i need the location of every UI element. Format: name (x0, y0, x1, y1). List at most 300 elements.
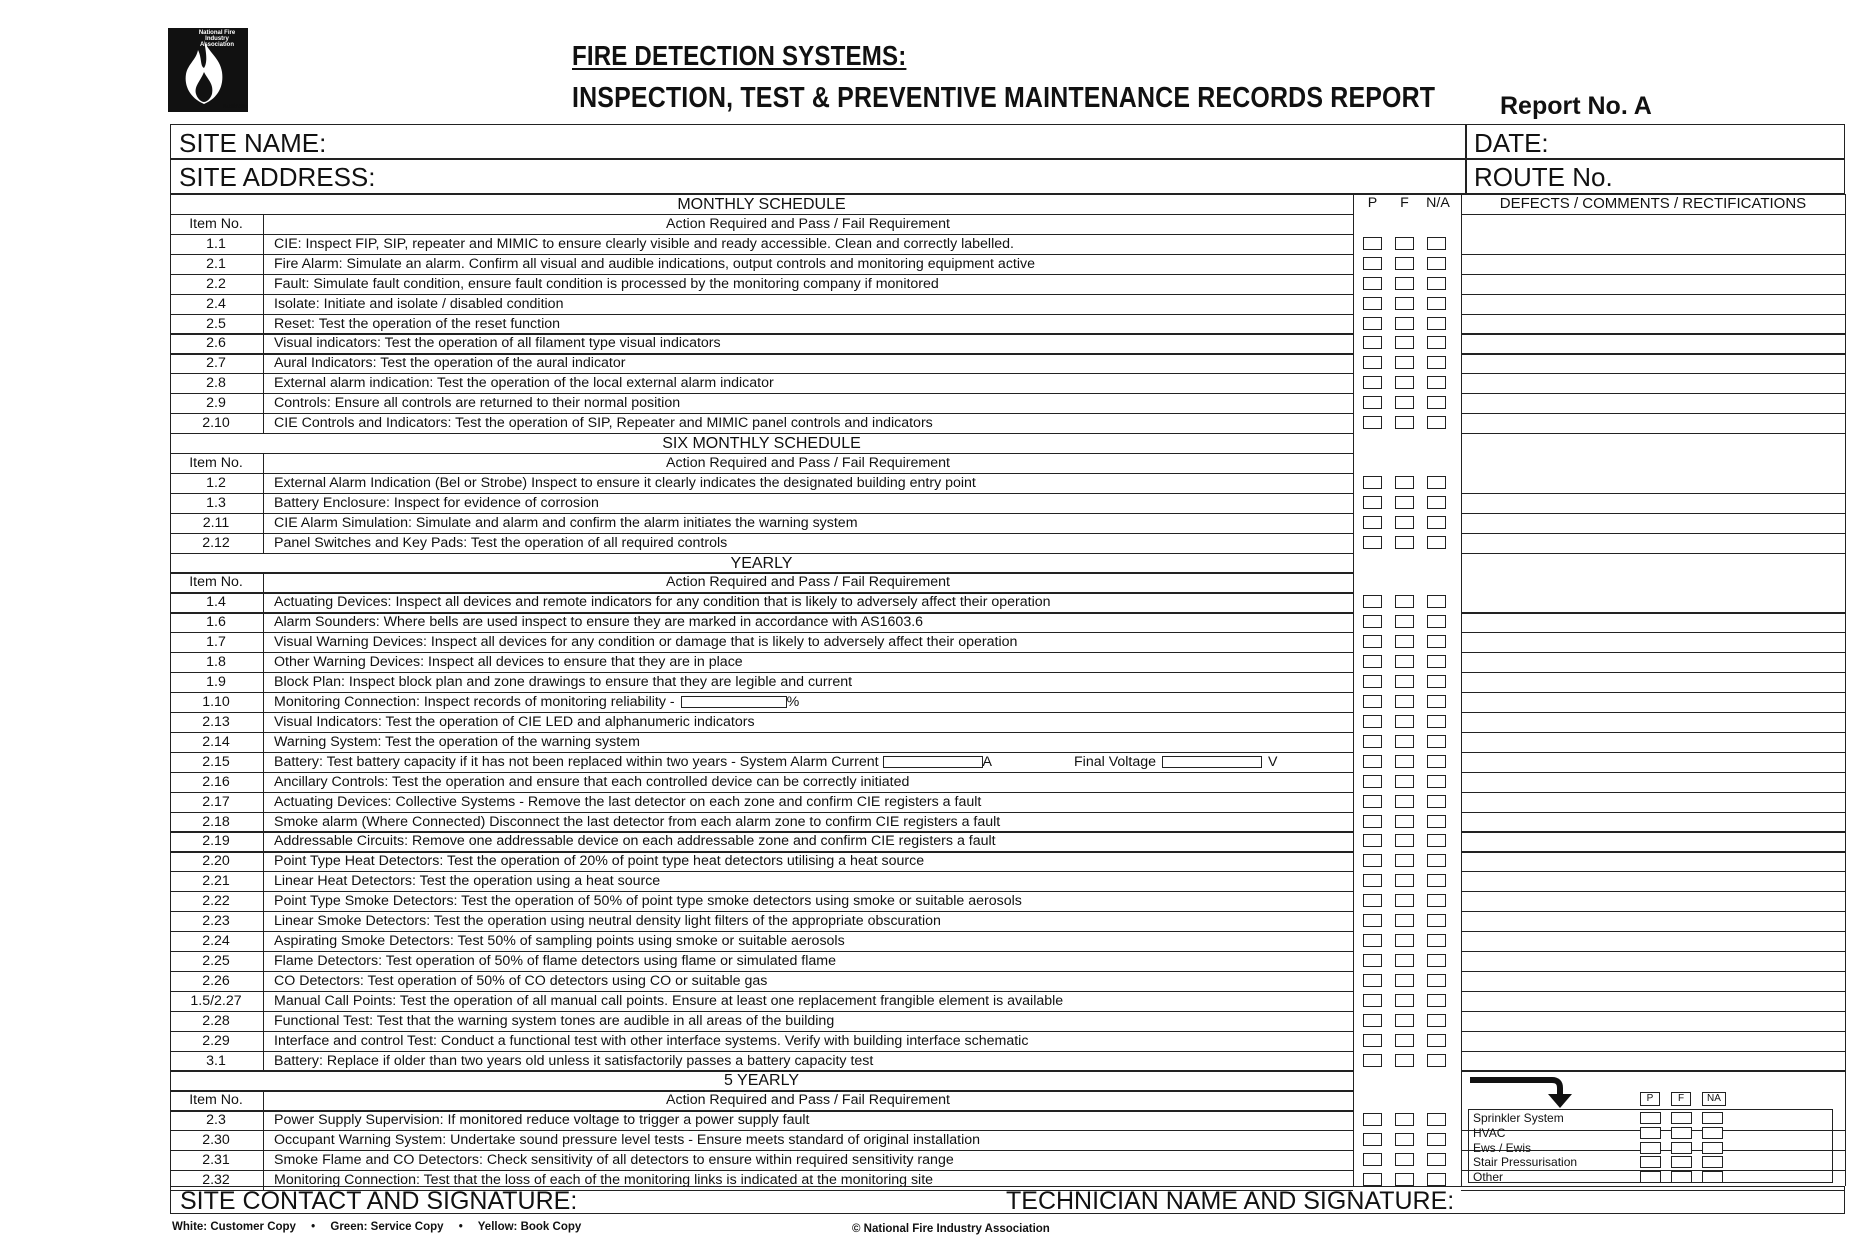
interface-na-checkbox[interactable] (1702, 1142, 1723, 1154)
defects-row-line (1461, 692, 1845, 693)
item-no-header: Item No. (189, 215, 243, 232)
pass-checkbox[interactable] (1363, 795, 1382, 808)
fail-checkbox[interactable] (1395, 396, 1414, 409)
item-number: 1.8 (206, 654, 226, 671)
fail-checkbox[interactable] (1395, 755, 1414, 768)
defects-row-line (1461, 712, 1845, 713)
fail-checkbox[interactable] (1395, 655, 1414, 668)
action-description: Linear Smoke Detectors: Test the operation using neutral density light filters of the appropriate obscuration (274, 913, 941, 930)
item-number: 1.7 (206, 634, 226, 651)
fail-checkbox[interactable] (1395, 317, 1414, 330)
na-checkbox[interactable] (1427, 237, 1446, 250)
na-checkbox[interactable] (1427, 476, 1446, 489)
action-description: Reset: Test the operation of the reset function (274, 315, 561, 332)
pass-checkbox[interactable] (1363, 775, 1382, 788)
pass-checkbox[interactable] (1363, 715, 1382, 728)
defects-row-line (1461, 353, 1845, 354)
defects-row-line (1461, 951, 1845, 952)
item-number: 1.5/2.27 (190, 992, 242, 1009)
na-checkbox[interactable] (1427, 775, 1446, 788)
f-column-header: F (1400, 195, 1409, 211)
interface-pass-checkbox[interactable] (1640, 1156, 1661, 1168)
fail-checkbox[interactable] (1395, 1113, 1414, 1126)
item-number: 2.19 (202, 833, 230, 850)
item-number: 1.4 (206, 594, 226, 611)
na-checkbox[interactable] (1427, 934, 1446, 947)
pass-checkbox[interactable] (1363, 735, 1382, 748)
action-text (274, 912, 941, 931)
action-text (274, 773, 909, 792)
item-number: 2.17 (202, 793, 230, 810)
item-number: 2.25 (202, 952, 230, 969)
pass-checkbox[interactable] (1363, 476, 1382, 489)
p-column-header: P (1367, 195, 1378, 211)
na-checkbox[interactable] (1427, 735, 1446, 748)
section-title: SIX MONTHLY SCHEDULE (662, 435, 861, 453)
na-checkbox[interactable] (1427, 914, 1446, 927)
defects-row-line (1461, 971, 1845, 972)
item-no-header: Item No. (189, 1092, 243, 1109)
site-address-field[interactable] (170, 158, 1467, 194)
action-text (274, 852, 924, 871)
site-name-field[interactable] (170, 124, 1467, 160)
interface-fail-checkbox[interactable] (1671, 1171, 1692, 1183)
defects-row-line (1461, 393, 1845, 394)
pass-checkbox[interactable] (1363, 277, 1382, 290)
pass-checkbox[interactable] (1363, 874, 1382, 887)
section-title: 5 YEARLY (723, 1072, 799, 1090)
action-description: CO Detectors: Test operation of 50% of CO detectors using CO or suitable gas (274, 972, 768, 989)
action-description: Interface and control Test: Conduct a functional test with other interface systems. Verify with building interface schematic (274, 1032, 1029, 1049)
action-description: Aural Indicators: Test the operation of the aural indicator (274, 355, 626, 372)
na-header-box: NA (1702, 1092, 1726, 1106)
defects-row-line (1461, 792, 1845, 793)
fail-checkbox[interactable] (1395, 974, 1414, 987)
fail-checkbox[interactable] (1395, 336, 1414, 349)
action-text (274, 1151, 954, 1170)
interface-na-checkbox[interactable] (1702, 1112, 1723, 1124)
fail-checkbox[interactable] (1395, 1054, 1414, 1067)
item-no-divider (263, 1090, 264, 1190)
fail-checkbox[interactable] (1395, 376, 1414, 389)
na-checkbox[interactable] (1427, 675, 1446, 688)
pass-checkbox[interactable] (1363, 237, 1382, 250)
pass-checkbox[interactable] (1363, 994, 1382, 1007)
action-text (274, 414, 933, 433)
interface-pass-checkbox[interactable] (1640, 1171, 1661, 1183)
copy-yellow: Yellow: Book Copy (477, 1221, 582, 1233)
item-number: 1.2 (206, 474, 226, 491)
p-header-box: P (1640, 1092, 1660, 1106)
action-description: Point Type Heat Detectors: Test the operation of 20% of point type heat detectors utilising a heat source (274, 853, 925, 870)
na-column-header: N/A (1426, 195, 1450, 211)
item-number: 3.1 (206, 1052, 226, 1069)
action-text (274, 1032, 1028, 1051)
volts-unit: V (1268, 753, 1278, 770)
fail-checkbox[interactable] (1395, 1133, 1414, 1146)
action-text (274, 315, 560, 334)
defects-row-line (1461, 851, 1845, 852)
defects-row-line (1461, 553, 1845, 554)
action-text (274, 354, 625, 373)
action-text (274, 832, 996, 851)
fail-checkbox[interactable] (1395, 934, 1414, 947)
action-text (274, 334, 721, 353)
na-checkbox[interactable] (1427, 994, 1446, 1007)
pass-checkbox[interactable] (1363, 536, 1382, 549)
pass-checkbox[interactable] (1363, 1034, 1382, 1047)
action-description: Other Warning Devices: Inspect all devices to ensure that they are in place (274, 654, 743, 671)
na-checkbox[interactable] (1427, 1133, 1446, 1146)
na-checkbox[interactable] (1427, 336, 1446, 349)
fail-checkbox[interactable] (1395, 954, 1414, 967)
action-text (274, 633, 1017, 652)
action-description: Controls: Ensure all controls are returned to their normal position (274, 395, 681, 412)
pass-checkbox[interactable] (1363, 595, 1382, 608)
interface-fail-checkbox[interactable] (1671, 1112, 1692, 1124)
table-right-border (1845, 194, 1846, 1186)
na-checkbox[interactable] (1427, 536, 1446, 549)
item-number: 1.3 (206, 494, 226, 511)
fail-checkbox[interactable] (1395, 1173, 1414, 1186)
fail-checkbox[interactable] (1395, 257, 1414, 270)
route-no-field[interactable] (1465, 158, 1845, 194)
action-description: Battery Enclosure: Inspect for evidence of corrosion (274, 494, 599, 511)
action-description: Functional Test: Test that the warning system tones are audible in all areas of the building (274, 1012, 835, 1029)
defects-row-line (1461, 513, 1845, 514)
na-checkbox[interactable] (1427, 874, 1446, 887)
action-description: CIE: Inspect FIP, SIP, repeater and MIMIC to ensure clearly visible and ready accessible. Clean and correctly labelled. (274, 235, 1014, 252)
fail-checkbox[interactable] (1395, 1153, 1414, 1166)
item-number: 2.31 (202, 1152, 230, 1169)
na-checkbox[interactable] (1427, 356, 1446, 369)
na-checkbox[interactable] (1427, 954, 1446, 967)
pass-checkbox[interactable] (1363, 1054, 1382, 1067)
item-no-divider (263, 572, 264, 1070)
na-checkbox[interactable] (1427, 1034, 1446, 1047)
defects-row-line (1461, 931, 1845, 932)
fail-checkbox[interactable] (1395, 834, 1414, 847)
action-description: Block Plan: Inspect block plan and zone drawings to ensure that they are legible and current (274, 674, 853, 691)
action-text (274, 653, 743, 672)
pass-checkbox[interactable] (1363, 815, 1382, 828)
na-checkbox[interactable] (1427, 257, 1446, 270)
action-text (274, 813, 1000, 832)
interface-na-checkbox[interactable] (1702, 1127, 1723, 1139)
section-title: MONTHLY SCHEDULE (677, 196, 846, 213)
action-description: Linear Heat Detectors: Test the operation using a heat source (274, 873, 661, 890)
na-checkbox[interactable] (1427, 615, 1446, 628)
pass-checkbox[interactable] (1363, 1133, 1382, 1146)
interface-pass-checkbox[interactable] (1640, 1127, 1661, 1139)
pass-checkbox[interactable] (1363, 615, 1382, 628)
na-checkbox[interactable] (1427, 496, 1446, 509)
footer-copies (172, 1221, 581, 1233)
date-label: DATE: (1474, 128, 1549, 158)
pass-checkbox[interactable] (1363, 934, 1382, 947)
item-number: 2.26 (202, 972, 230, 989)
defects-row-line (1461, 891, 1845, 892)
defects-left-border (1461, 194, 1462, 1186)
item-number: 2.10 (202, 415, 230, 432)
fail-checkbox[interactable] (1395, 595, 1414, 608)
action-description: Visual Indicators: Test the operation of CIE LED and alphanumeric indicators (274, 713, 755, 730)
pass-checkbox[interactable] (1363, 257, 1382, 270)
na-checkbox[interactable] (1427, 376, 1446, 389)
fail-checkbox[interactable] (1395, 874, 1414, 887)
interface-pass-checkbox[interactable] (1640, 1142, 1661, 1154)
na-checkbox[interactable] (1427, 655, 1446, 668)
fail-checkbox[interactable] (1395, 715, 1414, 728)
action-description: Actuating Devices: Collective Systems - Remove the last detector on each zone and confirm CIE registers a fault (274, 793, 982, 810)
interface-na-checkbox[interactable] (1702, 1156, 1723, 1168)
interface-system-label: Stair Pressurisation (1473, 1155, 1578, 1170)
action-text (274, 793, 981, 812)
na-checkbox[interactable] (1427, 277, 1446, 290)
action-description: Panel Switches and Key Pads: Test the operation of all required controls (274, 534, 728, 551)
fail-checkbox[interactable] (1395, 815, 1414, 828)
item-number: 2.15 (202, 753, 230, 770)
pass-checkbox[interactable] (1363, 914, 1382, 927)
pass-checkbox[interactable] (1363, 655, 1382, 668)
na-checkbox[interactable] (1427, 894, 1446, 907)
item-number: 2.23 (202, 913, 230, 930)
na-checkbox[interactable] (1427, 1014, 1446, 1027)
defects-row-line (1461, 911, 1845, 912)
fail-checkbox[interactable] (1395, 695, 1414, 708)
pass-checkbox[interactable] (1363, 297, 1382, 310)
pass-checkbox[interactable] (1363, 317, 1382, 330)
pass-checkbox[interactable] (1363, 695, 1382, 708)
na-checkbox[interactable] (1427, 396, 1446, 409)
defects-row-line (1461, 413, 1845, 414)
fail-checkbox[interactable] (1395, 297, 1414, 310)
action-description: CIE Alarm Simulation: Simulate and alarm and confirm the alarm initiates the warning system (274, 514, 858, 531)
defects-row-line (1461, 871, 1845, 872)
pass-checkbox[interactable] (1363, 496, 1382, 509)
interface-pass-checkbox[interactable] (1640, 1112, 1661, 1124)
item-number: 2.18 (202, 813, 230, 830)
na-checkbox[interactable] (1427, 516, 1446, 529)
pass-checkbox[interactable] (1363, 954, 1382, 967)
date-field[interactable] (1465, 124, 1845, 160)
na-checkbox[interactable] (1427, 815, 1446, 828)
fail-checkbox[interactable] (1395, 1034, 1414, 1047)
f-header-box: F (1671, 1092, 1691, 1106)
action-header: Action Required and Pass / Fail Requirement (666, 454, 950, 471)
na-checkbox[interactable] (1427, 595, 1446, 608)
alarm-current-input[interactable] (883, 756, 983, 768)
report-number: Report No. A (1500, 92, 1652, 120)
defects-row-line (1461, 294, 1845, 295)
fail-checkbox[interactable] (1395, 615, 1414, 628)
pass-checkbox[interactable] (1363, 1153, 1382, 1166)
item-number: 2.9 (206, 395, 226, 412)
fail-checkbox[interactable] (1395, 1014, 1414, 1027)
action-text (274, 1012, 834, 1031)
interface-fail-checkbox[interactable] (1671, 1156, 1692, 1168)
defects-row-line (1461, 772, 1845, 773)
fail-checkbox[interactable] (1395, 416, 1414, 429)
defects-row-line (1461, 652, 1845, 653)
na-checkbox[interactable] (1427, 1113, 1446, 1126)
fail-checkbox[interactable] (1395, 775, 1414, 788)
pfna-left-border (1353, 194, 1354, 1186)
fail-checkbox[interactable] (1395, 237, 1414, 250)
fail-checkbox[interactable] (1395, 914, 1414, 927)
fail-checkbox[interactable] (1395, 735, 1414, 748)
pass-checkbox[interactable] (1363, 356, 1382, 369)
action-description: Flame Detectors: Test operation of 50% of flame detectors using flame or simulated flame (274, 952, 836, 969)
final-voltage-label: Final Voltage (1074, 753, 1157, 770)
na-checkbox[interactable] (1427, 974, 1446, 987)
document-title-line2: INSPECTION, TEST & PREVENTIVE MAINTENANCE RECORDS REPORT (572, 82, 1436, 114)
fail-checkbox[interactable] (1395, 476, 1414, 489)
amps-unit: A (982, 753, 993, 770)
technician-signature-label: TECHNICIAN NAME AND SIGNATURE: (1006, 1187, 1455, 1215)
flame-icon (174, 38, 234, 112)
na-checkbox[interactable] (1427, 297, 1446, 310)
na-checkbox[interactable] (1427, 1173, 1446, 1186)
pass-checkbox[interactable] (1363, 894, 1382, 907)
reliability-input[interactable] (681, 696, 787, 708)
action-text (274, 593, 1051, 612)
defects-row-line (1461, 991, 1845, 992)
item-no-header: Item No. (189, 574, 243, 591)
pass-checkbox[interactable] (1363, 376, 1382, 389)
defects-row-line (1461, 831, 1845, 832)
action-text (274, 713, 755, 732)
action-text (274, 613, 923, 632)
item-number: 2.28 (202, 1012, 230, 1029)
action-description: Monitoring Connection: Test that the loss of each of the monitoring links is indicated at the monitoring site (274, 1172, 934, 1189)
defects-row-line (1461, 254, 1845, 255)
fail-checkbox[interactable] (1395, 675, 1414, 688)
fail-checkbox[interactable] (1395, 516, 1414, 529)
na-checkbox[interactable] (1427, 317, 1446, 330)
action-text (274, 992, 1063, 1011)
item-number: 2.29 (202, 1032, 230, 1049)
pass-checkbox[interactable] (1363, 755, 1382, 768)
fail-checkbox[interactable] (1395, 795, 1414, 808)
interface-system-label: Other (1473, 1170, 1504, 1185)
fail-checkbox[interactable] (1395, 277, 1414, 290)
fail-checkbox[interactable] (1395, 496, 1414, 509)
site-address-label: SITE ADDRESS: (179, 162, 376, 192)
action-description: Battery: Test battery capacity if it has not been replaced within two years - System Alarm Current (274, 753, 879, 770)
item-number: 2.1 (206, 255, 226, 272)
na-checkbox[interactable] (1427, 854, 1446, 867)
na-checkbox[interactable] (1427, 1153, 1446, 1166)
action-text (274, 932, 845, 951)
defects-row-line (1461, 672, 1845, 673)
pass-checkbox[interactable] (1363, 1014, 1382, 1027)
item-number: 2.24 (202, 933, 230, 950)
logo-caption: Australia (222, 104, 248, 110)
action-text (274, 394, 680, 413)
item-number: 2.14 (202, 733, 230, 750)
fail-checkbox[interactable] (1395, 854, 1414, 867)
action-header: Action Required and Pass / Fail Requirement (666, 1092, 950, 1109)
defects-row-line (1461, 333, 1845, 334)
pass-checkbox[interactable] (1363, 1113, 1382, 1126)
nfia-logo (168, 28, 248, 112)
defects-row-line (1461, 752, 1845, 753)
interface-na-checkbox[interactable] (1702, 1171, 1723, 1183)
action-description: Occupant Warning System: Undertake sound pressure level tests - Ensure meets standard of original installation (274, 1132, 981, 1149)
na-checkbox[interactable] (1427, 755, 1446, 768)
pass-checkbox[interactable] (1363, 396, 1382, 409)
item-no-divider (263, 453, 264, 553)
action-text (274, 872, 660, 891)
item-number: 2.12 (202, 534, 230, 551)
defects-row-line (1461, 732, 1845, 733)
fail-checkbox[interactable] (1395, 894, 1414, 907)
defects-row-line (1461, 1051, 1845, 1052)
action-description: Manual Call Points: Test the operation of all manual call points. Ensure at least one replacement frangible element is available (274, 992, 1064, 1009)
fail-checkbox[interactable] (1395, 994, 1414, 1007)
bullet-2: • (458, 1221, 463, 1233)
pass-checkbox[interactable] (1363, 635, 1382, 648)
defects-header-divider (1461, 214, 1845, 215)
pass-checkbox[interactable] (1363, 834, 1382, 847)
action-description: Aspirating Smoke Detectors: Test 50% of sampling points using smoke or suitable aerosols (274, 933, 845, 950)
action-description: External Alarm Indication (Bel or Strobe) Inspect to ensure it clearly indicates the designated building entry point (274, 474, 976, 491)
defects-row-line (1461, 812, 1845, 813)
na-checkbox[interactable] (1427, 635, 1446, 648)
pass-checkbox[interactable] (1363, 336, 1382, 349)
defects-row-line (1461, 632, 1845, 633)
arrow-down-right-icon (1468, 1074, 1578, 1110)
pass-checkbox[interactable] (1363, 416, 1382, 429)
copy-green: Green: Service Copy (330, 1221, 444, 1233)
pass-checkbox[interactable] (1363, 1173, 1382, 1186)
interface-system-label: Sprinkler System (1473, 1111, 1564, 1125)
item-number: 1.6 (206, 614, 226, 631)
site-name-label: SITE NAME: (179, 128, 327, 158)
action-text (274, 892, 1022, 911)
fail-checkbox[interactable] (1395, 635, 1414, 648)
action-description: Fault: Simulate fault condition, ensure fault condition is processed by the monitoring company if monitored (274, 275, 939, 292)
na-checkbox[interactable] (1427, 416, 1446, 429)
pass-checkbox[interactable] (1363, 516, 1382, 529)
na-checkbox[interactable] (1427, 695, 1446, 708)
fail-checkbox[interactable] (1395, 536, 1414, 549)
fail-checkbox[interactable] (1395, 356, 1414, 369)
na-checkbox[interactable] (1427, 715, 1446, 728)
action-text (274, 673, 852, 692)
final-voltage-input[interactable] (1162, 756, 1262, 768)
item-number: 1.9 (206, 674, 226, 691)
pass-checkbox[interactable] (1363, 675, 1382, 688)
action-description: External alarm indication: Test the operation of the local external alarm indicator (274, 375, 774, 392)
interface-fail-checkbox[interactable] (1671, 1127, 1692, 1139)
interface-fail-checkbox[interactable] (1671, 1142, 1692, 1154)
pass-checkbox[interactable] (1363, 854, 1382, 867)
pass-checkbox[interactable] (1363, 974, 1382, 987)
na-checkbox[interactable] (1427, 834, 1446, 847)
item-number: 2.30 (202, 1132, 230, 1149)
action-description: Alarm Sounders: Where bells are used inspect to ensure they are marked in accordance with AS1603.6 (274, 614, 924, 631)
item-number: 2.20 (202, 853, 230, 870)
action-text (274, 534, 727, 553)
item-number: 2.8 (206, 375, 226, 392)
na-checkbox[interactable] (1427, 1054, 1446, 1067)
action-description: Power Supply Supervision: If monitored reduce voltage to trigger a power supply fault (274, 1112, 810, 1129)
item-number: 1.1 (206, 235, 226, 252)
item-number: 2.2 (206, 275, 226, 292)
na-checkbox[interactable] (1427, 795, 1446, 808)
